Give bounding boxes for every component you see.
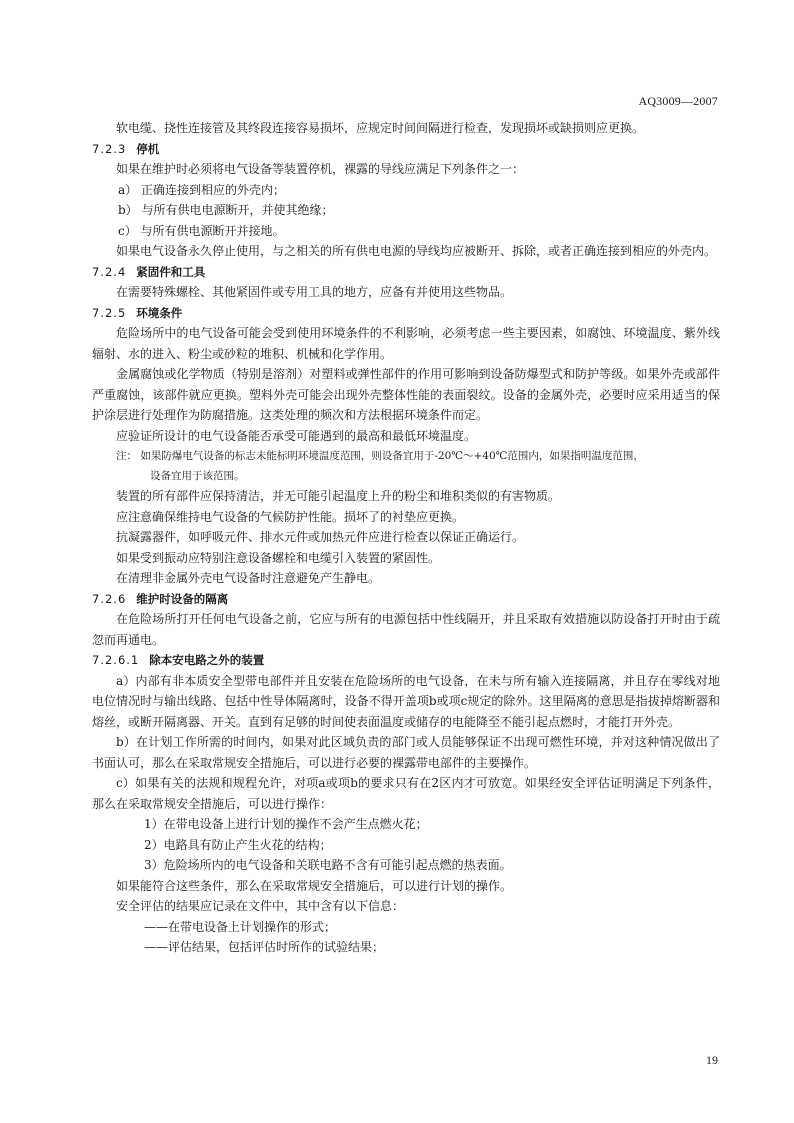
paragraph: c）如果有关的法规和规程允许，对项a或项b的要求只有在2区内才可放宽。如果经安全评估证明满足下列条件，那么在采取常规安全措施后，可以进行操作： <box>92 776 720 811</box>
section-heading-7-2-5 <box>92 303 720 324</box>
paragraph: 在需要特殊螺栓、其他紧固件或专用工具的地方，应备有并使用这些物品。 <box>116 285 513 299</box>
dash-list-item: ——在带电设备上计划操作的形式； <box>144 919 337 934</box>
note-continuation: 设备宜用于该范围。 <box>150 470 245 482</box>
note: 注： 如果防爆电气设备的标志未能标明环境温度范围，则设备宜用于-20℃～+40℃范围内，如果指明温度范围， <box>116 450 644 462</box>
section-number: 7.2.4 <box>92 264 127 279</box>
paragraph: 应注意确保维持电气设备的气候防护性能。损坏了的衬垫应更换。 <box>116 509 465 524</box>
section-title: 环境条件 <box>136 305 183 320</box>
paragraph: 应验证所设计的电气设备能否承受可能遇到的最高和最低环境温度。 <box>116 428 477 443</box>
paragraph: a）内部有非本质安全型带电部件并且安装在危险场所的电气设备，在未与所有输入连接隔离，并且存在零线对地电位情况时与输出线路、包括中性导体隔离时，设备不得开盖项b或项c规定的除外。这里隔离的意思是指拔掉熔断器和熔丝，或断开隔离器、开关。直到有足够的时间使表面温度或储存的电能降至不能引起点燃时，才能打开外壳。 <box>92 673 720 729</box>
paragraph: 在危险场所打开任何电气设备之前，它应与所有的电源包括中性线隔开，并且采取有效措施以防设备打开时由于疏忽而再通电。 <box>92 612 720 647</box>
paragraph: b）在计划工作所需的时间内，如果对此区域负责的部门或人员能够保证不出现可燃性环境，并对这种情况做出了书面认可，那么在采取常规安全措施后，可以进行必要的裸露带电部件的主要操作。 <box>92 735 720 770</box>
section-title: 除本安电路之外的装置 <box>149 653 265 667</box>
paragraph: 抗凝露器件，如呼吸元件、排水元件或加热元件应进行检查以保证正确运行。 <box>116 530 525 544</box>
paragraph: 安全评估的结果应记录在文件中，其中含有以下信息： <box>116 899 405 913</box>
standard-code: AQ3009—2007 <box>638 94 718 108</box>
section-title: 停机 <box>136 141 160 156</box>
section-title: 紧固件和工具 <box>136 264 206 279</box>
body-text <box>92 118 720 958</box>
paragraph: 软电缆、挠性连接管及其终段连接容易损坏，应规定时间间隔进行检查，发现损坏或缺损则应更换。 <box>116 121 645 135</box>
section-number: 7.2.6.1 <box>92 653 140 667</box>
paragraph: 金属腐蚀或化学物质（特别是溶剂）对塑料或弹性部件的作用可影响到设备防爆型式和防护等级。如果外壳或部件严重腐蚀，该部件就应更换。塑料外壳可能会出现外壳整体性能的表面裂纹。设备的金属外壳，必要时应采用适当的保护涂层进行处理作为防腐措施。这类处理的频次和方法根据环境条件而定。 <box>92 367 720 422</box>
section-number: 7.2.3 <box>92 141 127 156</box>
section-heading-7-2-4 <box>92 262 720 283</box>
section-title: 维护时设备的隔离 <box>136 591 229 606</box>
section-heading-7-2-6-1 <box>92 650 720 671</box>
section-heading-7-2-3 <box>92 139 720 160</box>
list-item: c） 与所有供电源断开并接地。 <box>118 223 285 238</box>
paragraph: 危险场所中的电气设备可能会受到使用环境条件的不利影响，必须考虑一些主要因素，如腐蚀、环境温度、紫外线辐射、水的进入、粉尘或砂粒的堆积、机械和化学作用。 <box>92 326 720 361</box>
dash-list-item: ——评估结果，包括评估时所作的试验结果； <box>144 940 385 954</box>
paragraph: 如果受到振动应特别注意设备螺栓和电缆引入装置的紧固性。 <box>116 550 441 565</box>
paragraph: 装置的所有部件应保持清洁，并无可能引起温度上升的粉尘和堆积类似的有害物质。 <box>116 489 561 503</box>
sub-list-item: 1）在带电设备上进行计划的操作不会产生点燃火花； <box>144 817 428 831</box>
section-number: 7.2.6 <box>92 591 127 606</box>
list-item: b） 与所有供电电源断开，并使其绝缘； <box>118 203 334 217</box>
paragraph: 如果电气设备永久停止使用，与之相关的所有供电电源的导线均应被断开、拆除，或者正确连接到相应的外壳内。 <box>116 244 717 258</box>
paragraph: 如果在维护时必须将电气设备等装置停机，裸露的导线应满足下列条件之一： <box>116 162 525 176</box>
sub-list-item: 3）危险场所内的电气设备和关联电路不含有可能引起点燃的热表面。 <box>144 858 512 872</box>
section-number: 7.2.5 <box>92 305 127 320</box>
list-item: a） 正确连接到相应的外壳内； <box>118 182 285 197</box>
sub-list-item: 2）电路具有防止产生火花的结构； <box>144 837 332 852</box>
page-number: 19 <box>706 1053 718 1067</box>
section-heading-7-2-6 <box>92 589 720 610</box>
paragraph: 在清理非金属外壳电气设备时注意避免产生静电。 <box>116 571 381 585</box>
paragraph: 如果能符合这些条件，那么在采取常规安全措施后，可以进行计划的操作。 <box>116 878 513 893</box>
